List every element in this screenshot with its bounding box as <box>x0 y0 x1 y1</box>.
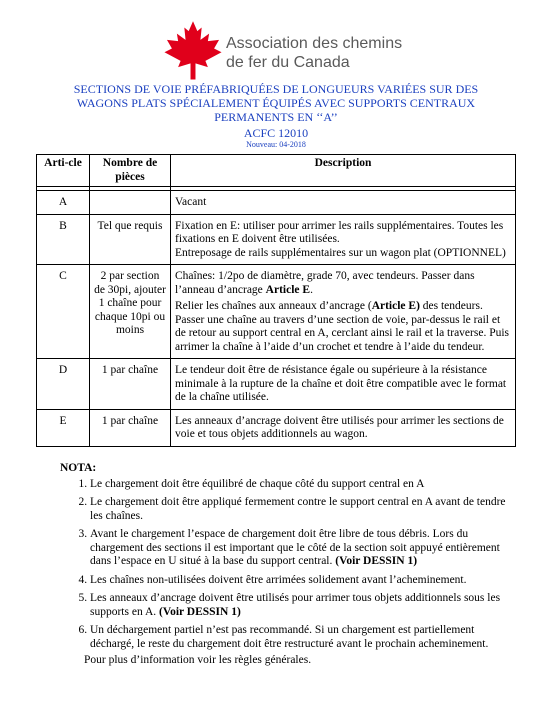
note-item <box>90 496 516 523</box>
notes-section <box>60 462 516 656</box>
article-cell: B <box>37 214 90 265</box>
document-code-block <box>0 126 552 150</box>
document-code: ACFC 12010 <box>243 126 309 140</box>
parts-table <box>36 154 516 447</box>
note-item <box>90 528 516 569</box>
description-cell <box>171 409 516 446</box>
count-cell <box>90 191 171 215</box>
drawing-reference: (Voir DESSIN 1) <box>159 605 241 618</box>
notes-list <box>60 478 516 652</box>
table-row <box>37 265 516 359</box>
table-row <box>37 409 516 446</box>
footer-note: Pour plus d’information voir les règles générales. <box>84 654 312 666</box>
description-cell <box>171 191 516 215</box>
text-segment: Relier les chaînes aux anneaux d’ancrage ( <box>175 300 372 312</box>
article-cell: A <box>37 191 90 215</box>
title-line: PERMANENTS EN ‘‘A’’ <box>214 110 338 124</box>
note-text: Un déchargement partiel n’est pas recommandé. Si un chargement est partiellement déchargé, le reste du chargement doit être restructuré avant le prochain acheminement. <box>90 624 489 650</box>
note-item <box>90 478 516 492</box>
description-cell <box>171 359 516 410</box>
note-item <box>90 624 516 651</box>
description-text: Vacant <box>175 196 207 208</box>
count-cell: Tel que requis <box>90 214 171 265</box>
article-reference: Article E <box>265 283 311 296</box>
org-name-line1: Association des chemins <box>226 35 403 52</box>
description-text: Le tendeur doit être de résistance égale ou supérieure à la résistance minimale à la rupture de la chaîne et doit être compatible avec le format de la chaîne utilisée. <box>175 364 507 403</box>
description-text <box>175 270 511 297</box>
description-text: Entreposage de rails supplémentaires sur un wagon plat (OPTIONNEL) <box>175 246 506 259</box>
acfc-logo <box>162 20 402 82</box>
column-header-count: Nombre de pièces <box>90 155 171 187</box>
article-cell: E <box>37 409 90 446</box>
note-item <box>90 574 516 588</box>
article-reference: Article E) <box>371 300 420 312</box>
text-segment: des tendeurs. Passer une chaîne au travers d’une section de voie, par-dessus le rail et de retour au support central en A, cerclant ainsi le rail et la traverse. Puis arrimer la chaîne à l’aide d’un crochet et tendre à l’aide du tendeur. <box>175 300 510 353</box>
count-cell: 1 par chaîne <box>90 359 171 410</box>
note-text: Les anneaux d’ancrage doivent être utilisés pour arrimer tous objets additionnels sous les supports en A. <box>90 592 501 618</box>
table-row <box>37 359 516 410</box>
document-title <box>40 82 512 124</box>
drawing-reference: (Voir DESSIN 1) <box>335 555 418 567</box>
org-name-line2: de fer du Canada <box>226 54 350 71</box>
note-text: Les chaînes non-utilisées doivent être arrimées solidement avant l’acheminement. <box>90 573 467 586</box>
description-text: Fixation en E: utiliser pour arrimer les rails supplémentaires. Toutes les fixations en E doivent être utilisées. <box>175 219 504 245</box>
column-header-description: Description <box>171 155 516 187</box>
article-cell: D <box>37 359 90 410</box>
article-cell: C <box>37 265 90 359</box>
note-text: Le chargement doit être équilibré de chaque côté du support central en A <box>90 477 425 490</box>
notes-title: NOTA: <box>60 462 97 474</box>
table-row <box>37 214 516 265</box>
table-row <box>37 191 516 215</box>
description-cell <box>171 214 516 265</box>
note-text: Le chargement doit être appliqué fermement contre le support central en A avant de tendre les chaînes. <box>90 496 506 522</box>
title-line: SECTIONS DE VOIE PRÉFABRIQUÉES DE LONGUEURS VARIÉES SUR DES <box>73 82 479 96</box>
column-header-article: Arti-cle <box>37 155 90 187</box>
description-text <box>175 300 511 354</box>
description-text: Les anneaux d’ancrage doivent être utilisés pour arrimer les sections de voie et tous objets additionnels au wagon. <box>175 414 504 440</box>
count-cell: 1 par chaîne <box>90 409 171 446</box>
description-cell <box>171 265 516 359</box>
count-cell: 2 par section de 30pi, ajouter 1 chaîne pour chaque 10pi ou moins <box>90 265 171 359</box>
title-line: WAGONS PLATS SPÉCIALEMENT ÉQUIPÉS AVEC SUPPORTS CENTRAUX <box>76 96 476 110</box>
maple-leaf-icon <box>162 20 224 82</box>
text-segment: . <box>310 283 313 296</box>
note-text: Avant le chargement l’espace de chargement doit être libre de tous débris. Lors du chargement des sections il est important que le côté de la section soit appuyé entièrement dans l’espace en U situé à la base du support central. <box>90 528 500 567</box>
note-item <box>90 592 516 619</box>
table-header-row <box>37 155 516 187</box>
text-segment: Chaînes: 1/2po de diamètre, grade 70, avec tendeurs. Passer dans l’anneau d’ancrage <box>175 270 475 296</box>
revision-date: Nouveau: 04-2018 <box>246 140 306 149</box>
